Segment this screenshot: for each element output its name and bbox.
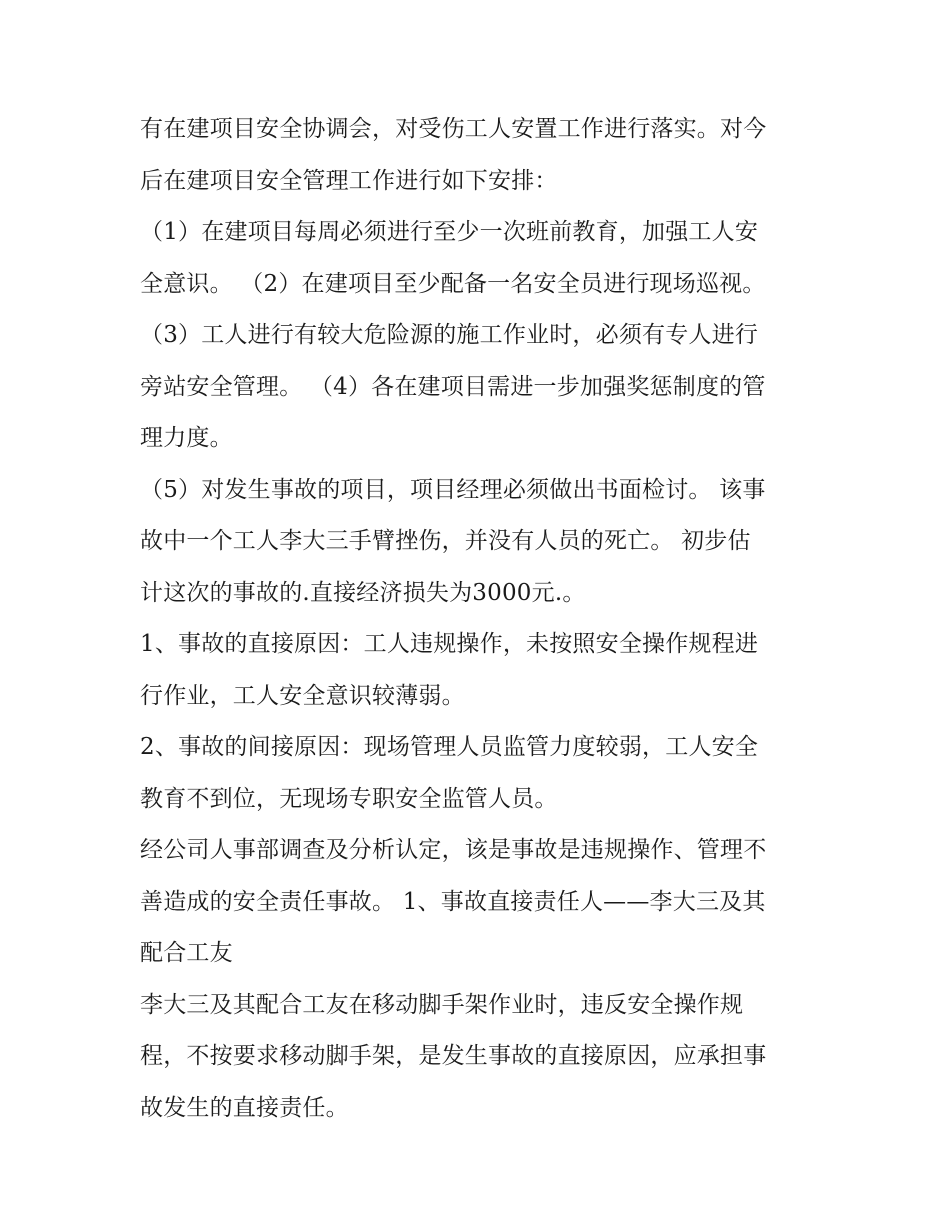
text-line: 行作业，工人安全意识较薄弱。 [140, 682, 465, 709]
text-line: 故中一个工人李大三手臂挫伤，并没有人员的死亡。 初步估 [140, 528, 751, 554]
text-line: 故发生的直接责任。 [140, 1094, 349, 1121]
text-line: （3）工人进行有较大危险源的施工作业时，必须有专人进行 [140, 322, 759, 348]
text-line: 经公司人事部调查及分析认定，该是事故是违规操作、管理不 [140, 837, 767, 863]
text-line: 计这次的事故的.直接经济损失为3000元.。 [140, 579, 586, 606]
text-line: （1）在建项目每周必须进行至少一次班前教育，加强工人安 [140, 219, 759, 245]
document-body [140, 104, 820, 1134]
text-line: 善造成的安全责任事故。 1、事故直接责任人——李大三及其 [140, 888, 766, 915]
text-line: 李大三及其配合工友在移动脚手架作业时，违反安全操作规 [140, 991, 744, 1018]
text-line: 后在建项目安全管理工作进行如下安排： [140, 167, 558, 194]
text-line: 配合工友 [140, 940, 233, 966]
text-line: （5）对发生事故的项目，项目经理必须做出书面检讨。 该事 [140, 476, 766, 503]
text-line: 2、事故的间接原因：现场管理人员监管力度较弱，工人安全 [140, 734, 759, 760]
text-line: 全意识。 （2）在建项目至少配备一名安全员进行现场巡视。 [140, 270, 766, 297]
text-line: 程，不按要求移动脚手架，是发生事故的直接原因，应承担事 [140, 1043, 767, 1069]
text-line: 有在建项目安全协调会，对受伤工人安置工作进行落实。对今 [140, 116, 767, 142]
text-line: 1、事故的直接原因：工人违规操作，未按照安全操作规程进 [140, 631, 759, 657]
text-line: 教育不到位，无现场专职安全监管人员。 [140, 785, 558, 812]
text-line: 旁站安全管理。 （4）各在建项目需进一步加强奖惩制度的管 [140, 373, 766, 400]
text-line: 理力度。 [140, 425, 233, 451]
